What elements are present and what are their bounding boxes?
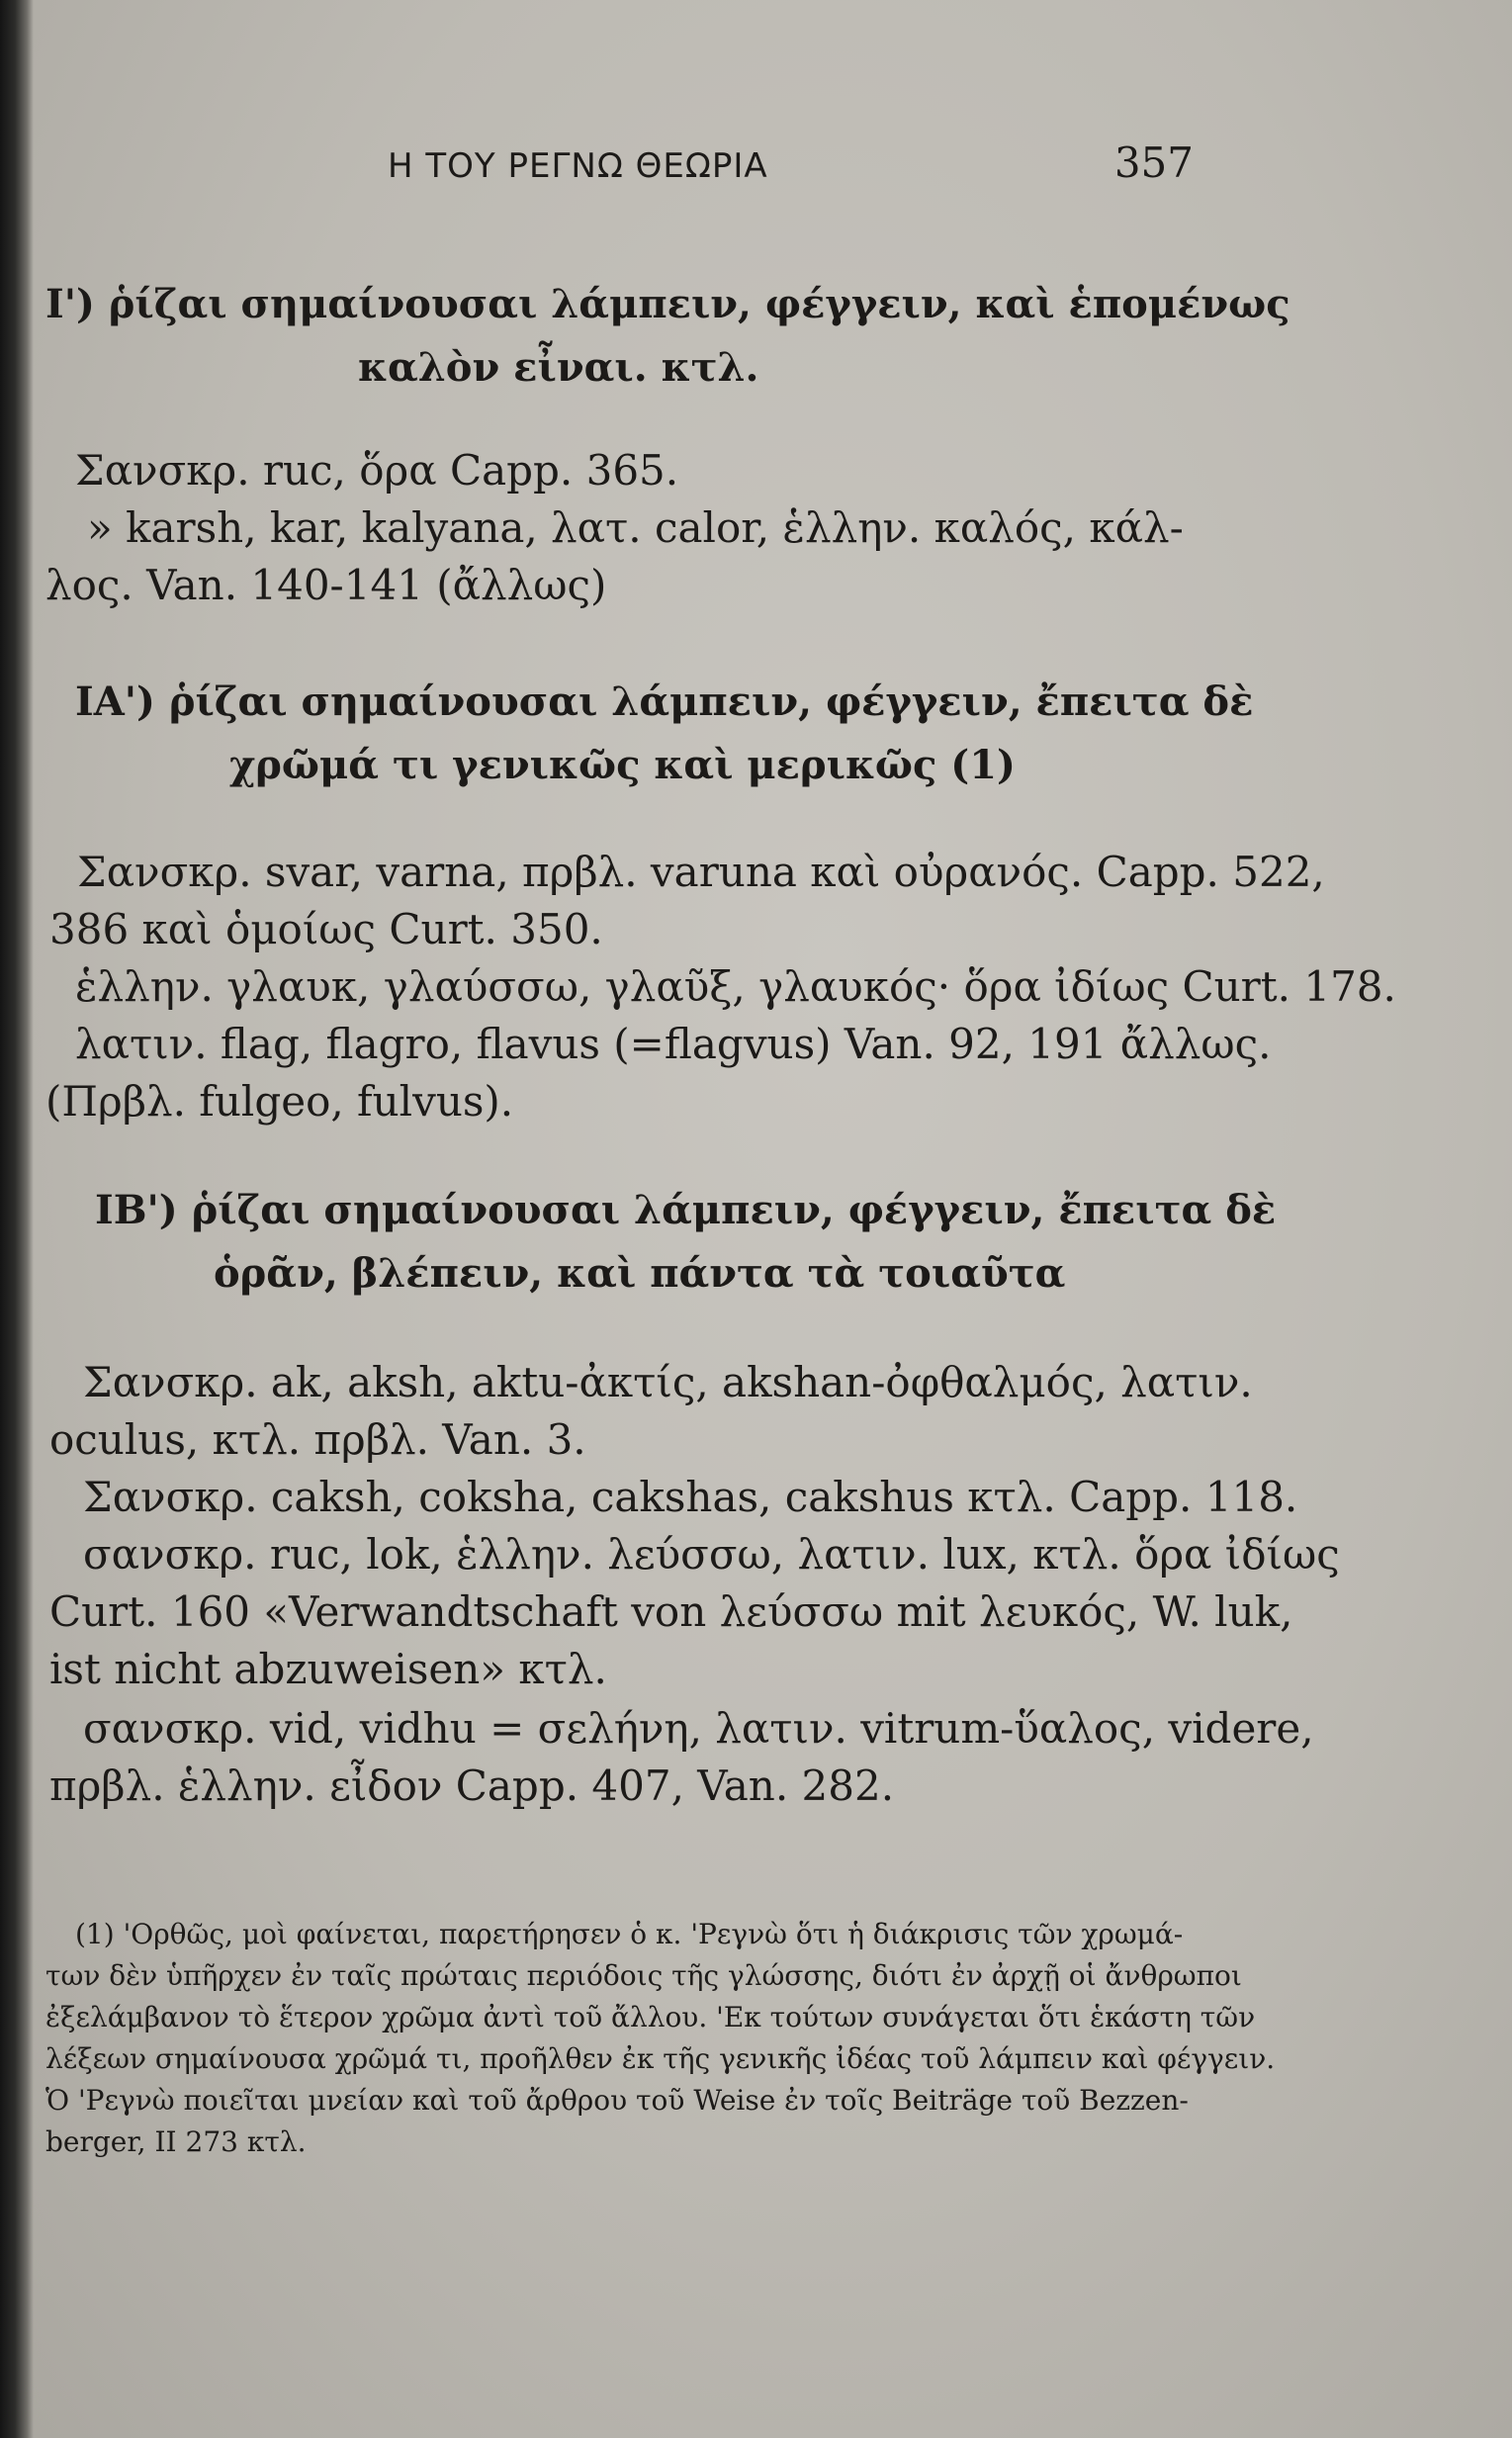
entry-line: Curt. 160 «Verwandtschaft von λεύσσω mit λευκός, W. luk, (49, 1587, 1293, 1636)
entry-line: Σανσκρ. ruc, ὅρα Capp. 365. (75, 446, 679, 495)
entry-line: Σανσκρ. ak, aksh, aktu-ἀκτίς, akshan-ὀφθαλμός, λατιν. (83, 1358, 1253, 1406)
entry-line: ist nicht abzuweisen» κτλ. (49, 1645, 607, 1693)
entry-line: λος. Van. 140-141 (ἄλλως) (45, 561, 607, 609)
entry-line: (Πρβλ. fulgeo, fulvus). (45, 1077, 514, 1126)
entry-line: λατιν. flag, flagro, flavus (=flagvus) Van. 92, 191 ἄλλως. (75, 1020, 1272, 1068)
section-heading-line: χρῶμά τι γενικῶς καὶ μερικῶς (1) (229, 742, 1016, 788)
footnote-line: ἐξελάμβανον τὸ ἕτερον χρῶμα ἀντὶ τοῦ ἄλλου. 'Εκ τούτων συνάγεται ὅτι ἑκάστη τῶν (45, 2001, 1256, 2033)
running-title: Η ΤΟΥ ΡΕΓΝΩ ΘΕΩΡΙΑ (388, 146, 768, 186)
section-heading-line: ὁρᾶν, βλέπειν, καὶ πάντα τὰ τοιαῦτα (214, 1250, 1066, 1297)
entry-line: ἑλλην. γλαυκ, γλαύσσω, γλαῦξ, γλαυκός· ὅρα ἰδίως Curt. 178. (75, 962, 1396, 1011)
entry-line: » karsh, kar, kalyana, λατ. calor, ἑλλην. καλός, κάλ- (87, 503, 1184, 552)
section-heading-line: καλὸν εἶναι. κτλ. (358, 344, 759, 391)
entry-line: 386 καὶ ὁμοίως Curt. 350. (49, 905, 603, 953)
entry-line: σανσκρ. vid, vidhu = σελήνη, λατιν. vitrum-ὕαλος, videre, (83, 1704, 1314, 1753)
footnote-line: Ὁ 'Ρεγνὼ ποιεῖται μνείαν καὶ τοῦ ἄρθρου τοῦ Weise ἐν τοῖς Beiträge τοῦ Bezzen- (45, 2084, 1189, 2117)
footnote-line: λέξεων σημαίνουσα χρῶμά τι, προῆλθεν ἐκ τῆς γενικῆς ἰδέας τοῦ λάμπειν καὶ φέγγειν. (45, 2042, 1276, 2075)
section-heading-line: ΙΑ') ῥίζαι σημαίνουσαι λάμπειν, φέγγειν, ἔπειτα δὲ (75, 678, 1254, 725)
entry-line: Σανσκρ. svar, varna, πρβλ. varuna καὶ οὐρανός. Capp. 522, (77, 848, 1325, 896)
section-heading-line: ΙΒ') ῥίζαι σημαίνουσαι λάμπειν, φέγγειν, ἔπειτα δὲ (95, 1187, 1277, 1233)
section-heading-line: Ι') ῥίζαι σημαίνουσαι λάμπειν, φέγγειν, καὶ ἑπομένως (45, 281, 1290, 327)
entry-line: Σανσκρ. caksh, coksha, cakshas, cakshus κτλ. Capp. 118. (83, 1473, 1298, 1521)
page-number: 357 (1113, 138, 1194, 187)
book-binding-edge (0, 0, 34, 2438)
entry-line: oculus, κτλ. πρβλ. Van. 3. (49, 1415, 586, 1464)
footnote-line: των δὲν ὑπῆρχεν ἐν ταῖς πρώταις περιόδοις τῆς γλώσσης, διότι ἐν ἀρχῇ οἱ ἄνθρωποι (45, 1959, 1242, 1992)
footnote-line: berger, II 273 κτλ. (45, 2125, 307, 2158)
entry-line: πρβλ. ἑλλην. εἶδον Capp. 407, Van. 282. (49, 1761, 895, 1810)
entry-line: σανσκρ. ruc, lok, ἑλλην. λεύσσω, λατιν. lux, κτλ. ὅρα ἰδίως (83, 1530, 1340, 1579)
footnote-line: (1) 'Ορθῶς, μοὶ φαίνεται, παρετήρησεν ὁ κ. 'Ρεγνὼ ὅτι ἡ διάκρισις τῶν χρωμά- (75, 1918, 1184, 1950)
